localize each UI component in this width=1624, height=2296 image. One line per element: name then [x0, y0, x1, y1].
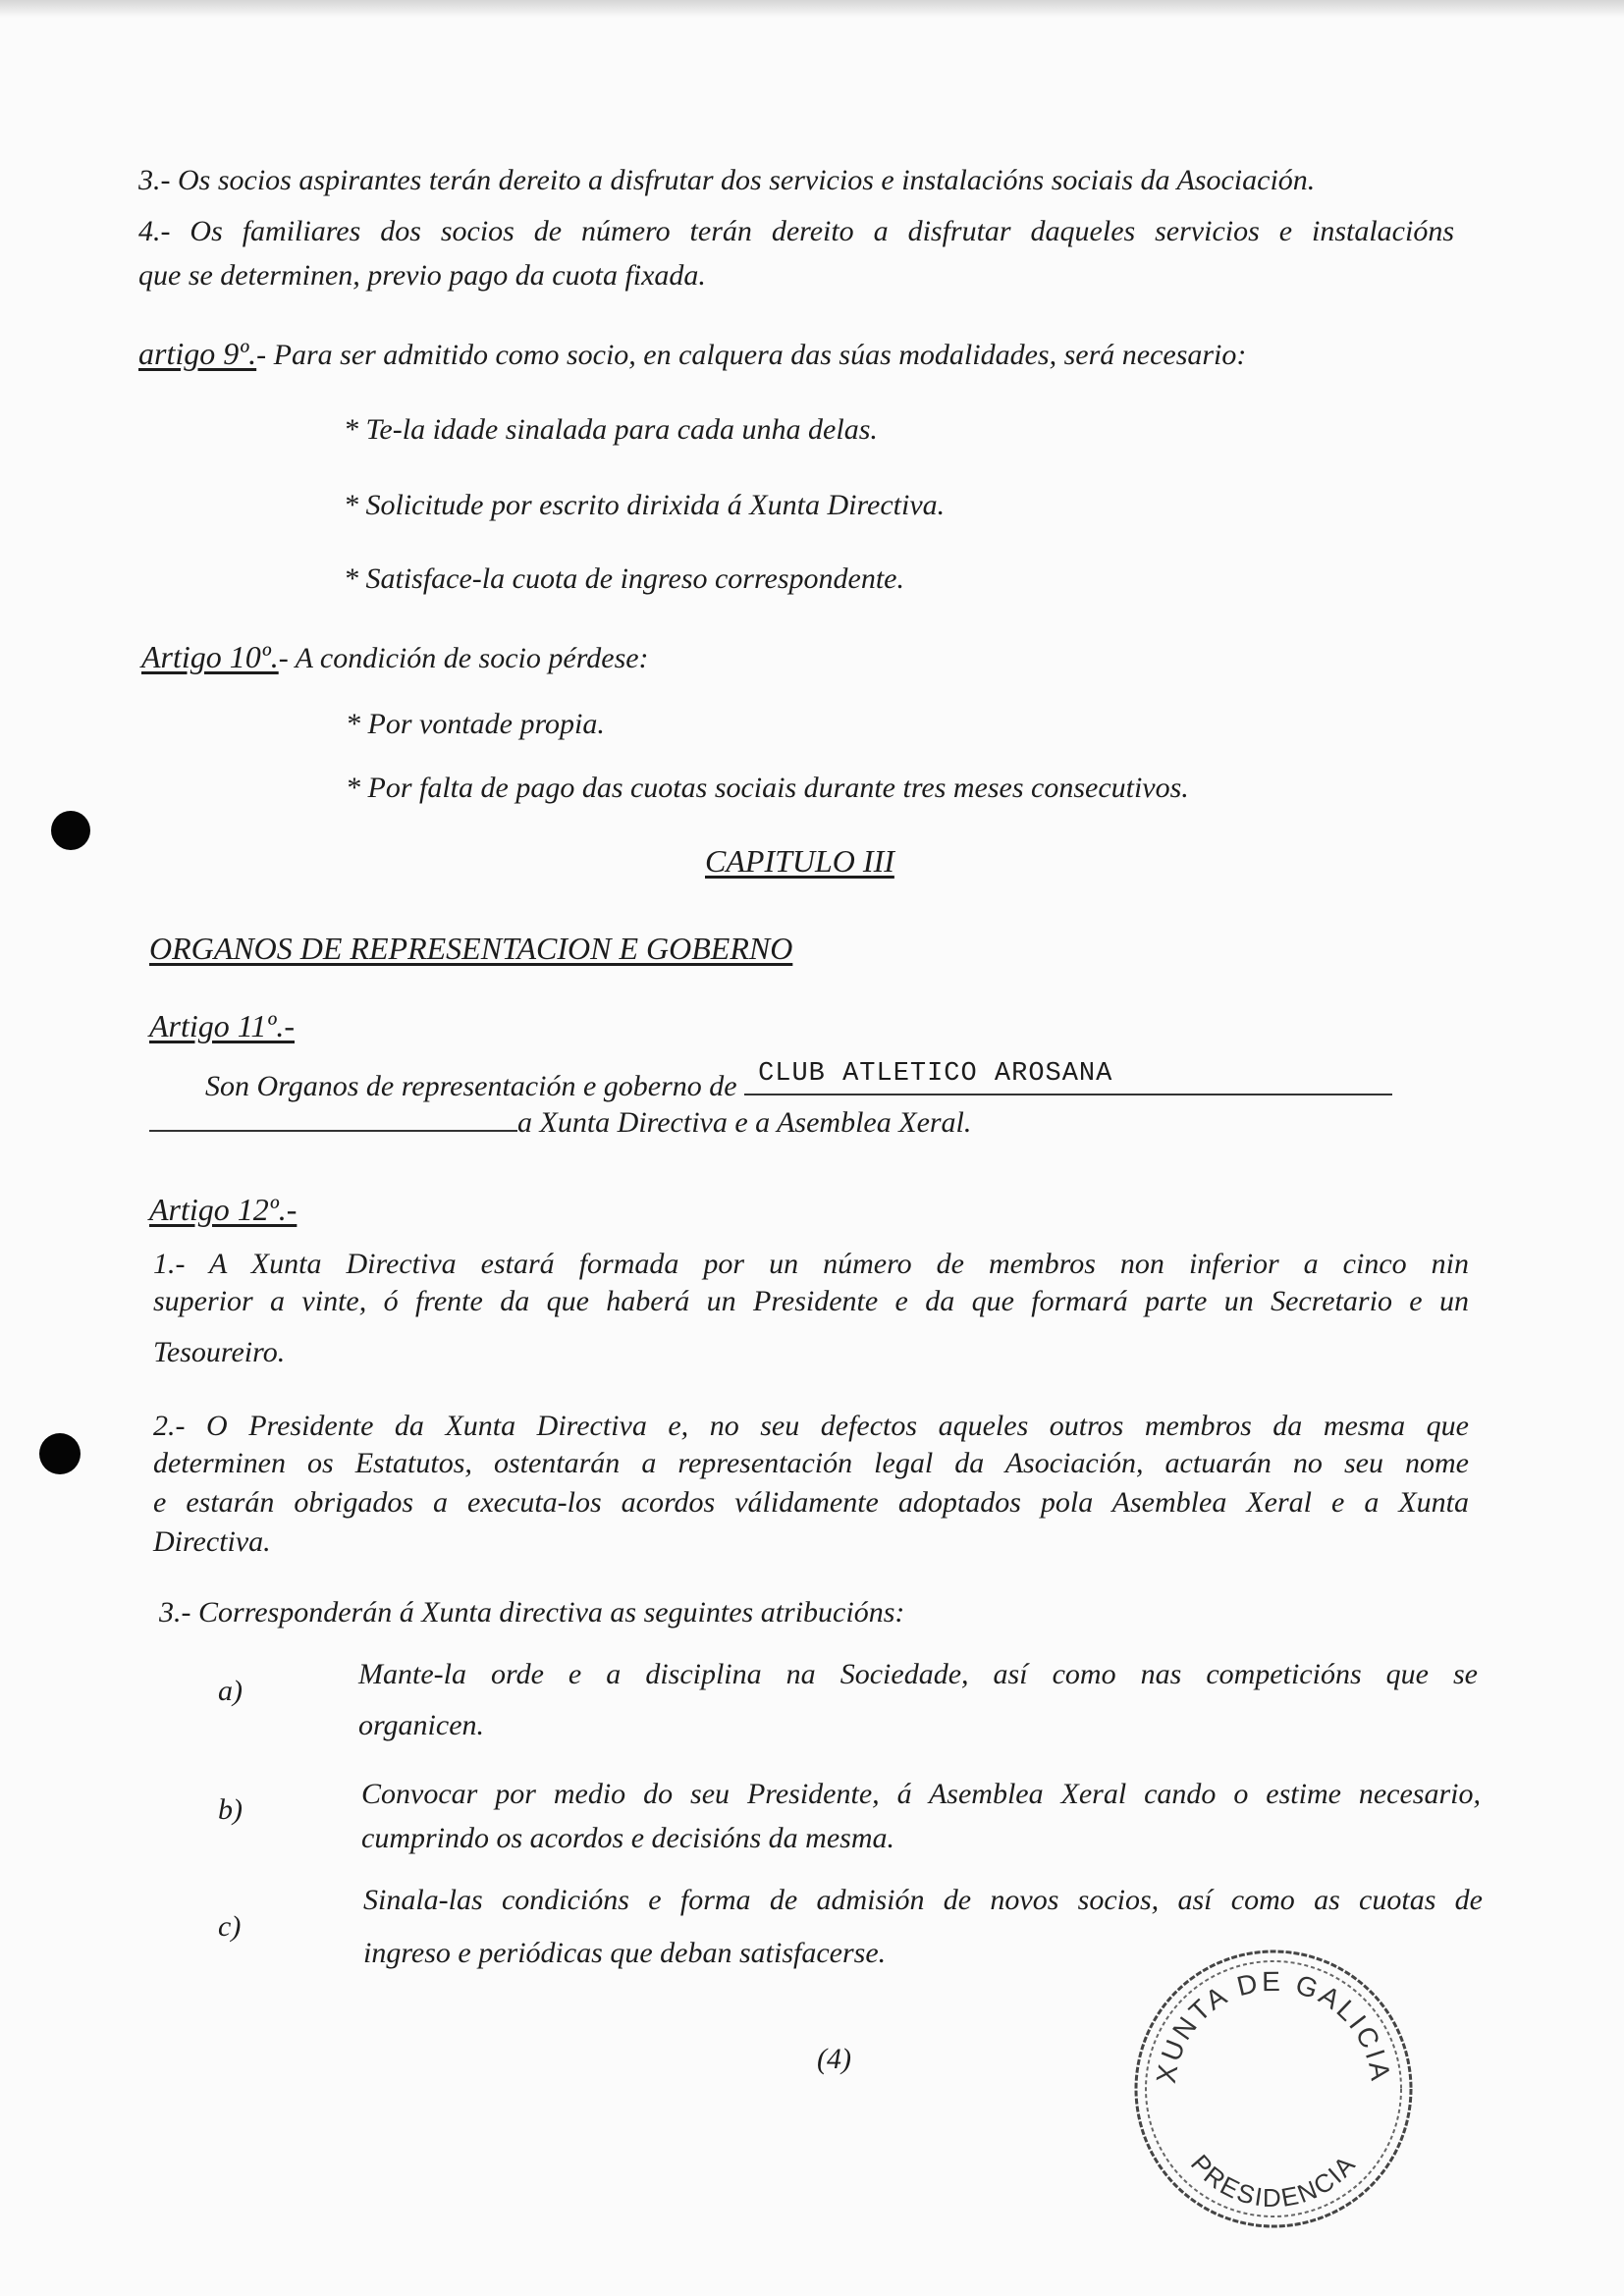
- page-number: (4): [817, 2043, 851, 2075]
- punch-hole: [39, 1433, 81, 1474]
- paragraph-4-line-2: que se determinen, previo pago da cuota fixada.: [138, 259, 706, 292]
- item-text: Mante-la orde e a disciplina na Sociedade, así como nas competicións que se: [358, 1658, 1478, 1690]
- artigo-11-line-2: [149, 1102, 971, 1141]
- artigo-9: [138, 336, 1454, 373]
- item-text: Convocar por medio do seu Presidente, á Asemblea Xeral cando o estime necesario,: [361, 1778, 1481, 1810]
- artigo-9-heading: artigo 9º.: [138, 336, 257, 371]
- artigo-12-p2: Directiva.: [153, 1525, 271, 1558]
- item-text: organicen.: [358, 1709, 485, 1741]
- artigo-10: [141, 639, 649, 676]
- artigo-9-item: * Satisface-la cuota de ingreso correspondente.: [344, 562, 904, 595]
- artigo-9-item: * Solicitude por escrito dirixida á Xunta Directiva.: [344, 489, 946, 521]
- section-heading: ORGANOS DE REPRESENTACION E GOBERNO: [149, 931, 793, 966]
- item-text: ingreso e periódicas que deban satisfacerse.: [363, 1937, 887, 1969]
- artigo-10-item: * Por falta de pago das cuotas sociais durante tres meses consecutivos.: [346, 772, 1189, 804]
- item-label: b): [218, 1793, 243, 1826]
- artigo-10-text: - A condición de socio pérdese:: [278, 642, 649, 674]
- scan-edge: [0, 0, 1624, 18]
- artigo-12-p1: 1.- A Xunta Directiva estará formada por un número de membros non inferior a cinco nin: [153, 1248, 1469, 1280]
- artigo-11-heading: Artigo 11º.-: [149, 1008, 295, 1043]
- item-text: Sinala-las condicións e forma de admisión de novos socios, así como as cuotas de: [363, 1884, 1483, 1916]
- artigo-9-item: * Te-la idade sinalada para cada unha delas.: [344, 413, 878, 446]
- chapter-heading: CAPITULO III: [705, 843, 894, 879]
- artigo-10-heading: Artigo 10º.: [141, 639, 279, 674]
- item-text: cumprindo os acordos e decisións da mesma.: [361, 1822, 895, 1854]
- club-name-field: [744, 1059, 1392, 1095]
- artigo-11-text-2: a Xunta Directiva e a Asemblea Xeral.: [517, 1106, 972, 1139]
- artigo-12-p1: Tesoureiro.: [153, 1336, 286, 1368]
- artigo-10-item: * Por vontade propia.: [346, 708, 605, 740]
- artigo-12-p2: 2.- O Presidente da Xunta Directiva e, no seu defectos aqueles outros membros da mesma que: [153, 1410, 1469, 1442]
- paragraph-4-line-1: 4.- Os familiares dos socios de número terán dereito a disfrutar daqueles servicios e instalacións: [138, 215, 1454, 247]
- artigo-12-p2: e estarán obrigados a executa-los acordos válidamente adoptados pola Asemblea Xeral e a Xunta: [153, 1486, 1469, 1519]
- svg-text:PRESIDENCIA: PRESIDENCIA: [1185, 2148, 1362, 2214]
- svg-text:XUNTA DE GALICIA: XUNTA DE GALICIA: [1150, 1965, 1397, 2086]
- artigo-12-heading: Artigo 12º.-: [149, 1192, 298, 1227]
- artigo-11-line-1: [205, 1059, 1392, 1104]
- artigo-9-text: - Para ser admitido como socio, en calquera das súas modalidades, será necesario:: [256, 339, 1247, 371]
- artigo-12-p1: superior a vinte, ó frente da que haberá un Presidente e da que formará parte un Secretario e un: [153, 1285, 1469, 1317]
- item-label: a): [218, 1675, 243, 1707]
- artigo-12-p3: 3.- Corresponderán á Xunta directiva as seguintes atribucións:: [159, 1596, 905, 1629]
- paragraph-3: 3.- Os socios aspirantes terán dereito a disfrutar dos servicios e instalacións sociais da Asociación.: [138, 164, 1316, 196]
- artigo-12-p2: determinen os Estatutos, ostentarán a representación legal da Asociación, actuarán no seu nome: [153, 1447, 1469, 1479]
- item-label: c): [218, 1910, 242, 1943]
- artigo-11-text: Son Organos de representación e goberno de: [205, 1070, 737, 1102]
- punch-hole: [51, 811, 90, 850]
- club-name: CLUB ATLETICO AROSANA: [758, 1059, 1113, 1089]
- official-stamp: [1131, 1947, 1416, 2231]
- blank-line: [149, 1102, 517, 1132]
